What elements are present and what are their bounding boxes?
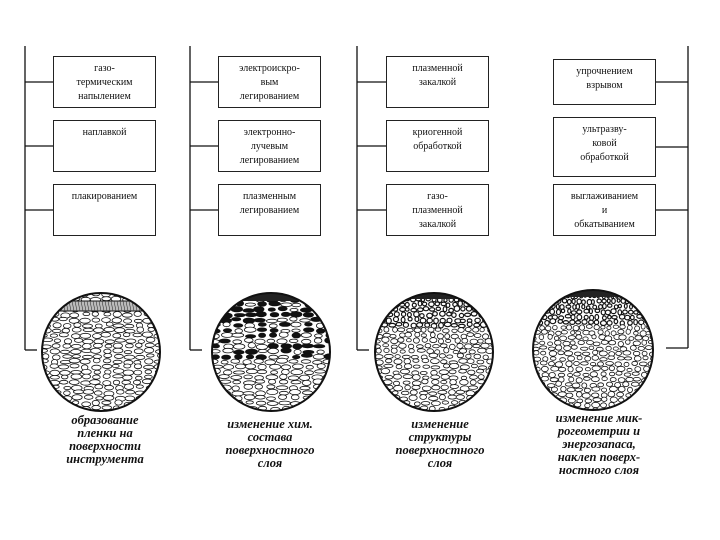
caption-structure-change: изменение структуры поверхностного слоя	[395, 417, 485, 470]
box-explosion-hardening: упрочнением взрывом	[553, 59, 656, 105]
box-burnishing-rolling: выглаживанием и обкатыванием	[553, 184, 656, 236]
box-cryogenic-treatment: криогенной обработкой	[386, 120, 489, 172]
micrograph-microgeometry-change	[526, 288, 660, 412]
box-gas-thermal-spraying: газо- термическим напылением	[53, 56, 156, 108]
micrograph-chemical-change	[206, 291, 336, 413]
micrograph-film-formation	[36, 291, 166, 413]
surface-layer	[206, 293, 336, 301]
caption-film-formation: образование пленки на поверхности инструмента	[66, 413, 144, 466]
surface-layer	[526, 290, 660, 297]
grain-texture	[206, 291, 336, 411]
box-gas-plasma-hardening: газо- плазменной закалкой	[386, 184, 489, 236]
micrograph-structure-change	[366, 291, 502, 413]
grain-texture	[36, 291, 166, 412]
box-plasma-alloying: плазменным легированием	[218, 184, 321, 236]
box-plasma-hardening: плазменной закалкой	[386, 56, 489, 108]
box-electrospark-alloying: электроискро- вым легированием	[218, 56, 321, 108]
box-ultrasonic-treatment: ультразву- ковой обработкой	[553, 117, 656, 177]
box-cladding: плакированием	[53, 184, 156, 236]
caption-microgeometry-change: изменение мик- рогеометрии и энергозапаса, наклеп поверх- ностного слоя	[555, 411, 643, 477]
caption-chemical-change: изменение хим. состава поверхностного слоя	[225, 417, 315, 470]
grain-texture	[526, 288, 660, 412]
grain-texture	[366, 291, 502, 412]
box-electron-beam-alloying: электронно- лучевым легированием	[218, 120, 321, 172]
box-surfacing: наплавкой	[53, 120, 156, 172]
